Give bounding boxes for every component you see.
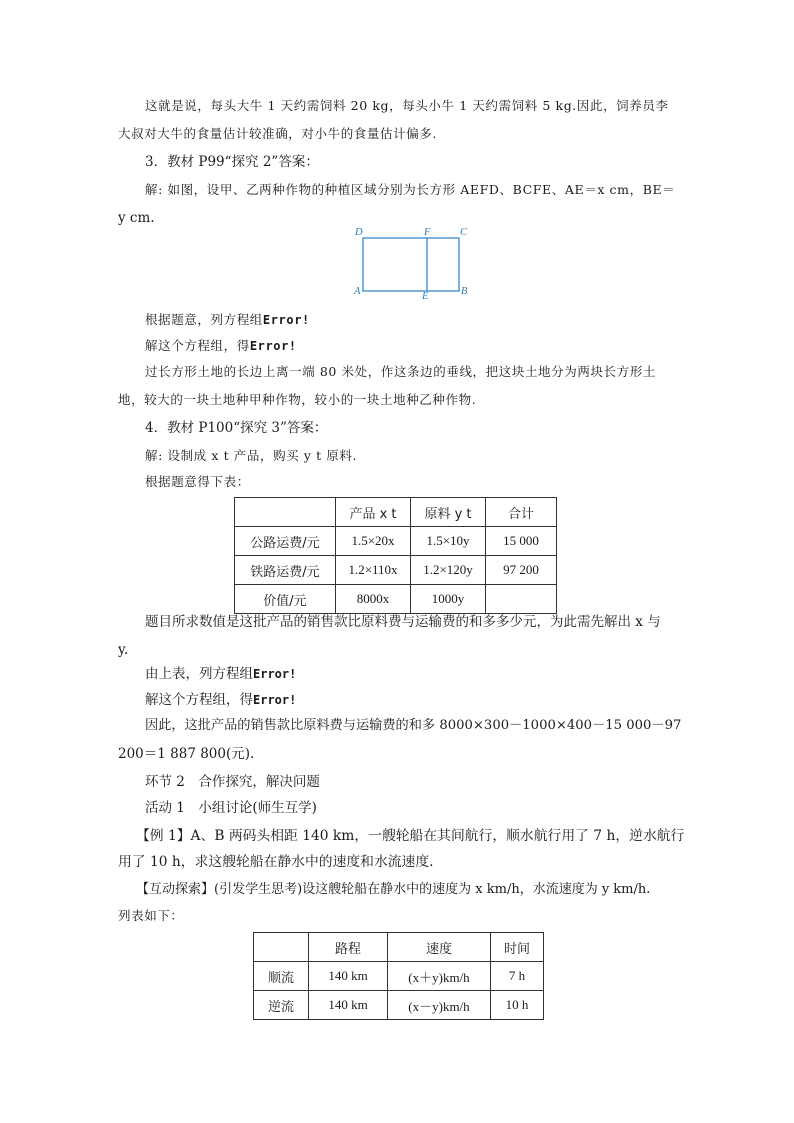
rectangle-diagram <box>350 225 480 305</box>
explore-line1: 【互动探索】(引发学生思考)设这艘轮船在静水中的速度为 x km/h，水流速度为 y km/h. <box>136 882 651 897</box>
example1-line2: 用了 10 h，求这艘轮船在静水中的速度和水流速度. <box>118 854 434 870</box>
label-f: F <box>424 227 431 238</box>
table-cell: 1.2×120y <box>411 556 486 585</box>
table-header-cell: 产品 x t <box>336 498 411 527</box>
table-cell: 10 h <box>491 991 544 1020</box>
table-cell: 8000x <box>336 585 411 614</box>
table-header-cell <box>254 933 309 962</box>
label-c: C <box>460 227 468 238</box>
freight-table <box>234 497 557 614</box>
item4-note-line2: y. <box>118 642 129 658</box>
table-header-cell: 速度 <box>388 933 491 962</box>
label-d: D <box>355 227 363 238</box>
table-cell: 7 h <box>491 962 544 991</box>
para1-line2: 大叔对大牛的食量估计较准确，对小牛的食量估计偏多. <box>118 126 437 141</box>
item3-equation-line <box>145 310 705 330</box>
item4-result-line1: 因此，这批产品的销售款比原料费与运输费的和多 8000×300－1000×400－15 000－97 <box>145 718 682 733</box>
table-cell <box>486 585 557 614</box>
table-row <box>235 585 557 614</box>
table-header-cell: 时间 <box>491 933 544 962</box>
item4-equation-line <box>145 664 705 684</box>
table-header-row <box>254 933 544 962</box>
item4-result-line2: 200＝1 887 800(元). <box>118 746 255 762</box>
table-cell: 价值/元 <box>235 585 336 614</box>
rect-abcd <box>363 238 459 291</box>
section2-title: 环节 2 合作探究，解决问题 <box>145 774 320 790</box>
table-cell: 1.5×20x <box>336 527 411 556</box>
item4-solution-line2: 根据题意得下表： <box>145 474 250 489</box>
item3-eq1-text: 根据题意，列方程组 <box>145 312 263 327</box>
table-row <box>235 556 557 585</box>
para1-line1: 这就是说，每头大牛 1 天约需饲料 20 kg，每头小牛 1 天约需饲料 5 kg.因此，饲养员李 <box>145 98 669 113</box>
item4-eq2-text: 解这个方程组，得 <box>145 692 253 708</box>
item4-eq1-error: Error! <box>253 667 297 681</box>
label-e: E <box>422 291 429 302</box>
item4-eq2-error: Error! <box>253 693 297 707</box>
table-header-cell <box>235 498 336 527</box>
section2-activity: 活动 1 小组讨论(师生互学) <box>145 800 317 816</box>
table-header-cell: 合计 <box>486 498 557 527</box>
item4-note-line1: 题目所求数值是这批产品的销售款比原料费与运输费的和多多少元，为此需先解出 x 与 <box>145 614 661 630</box>
table-cell: 逆流 <box>254 991 309 1020</box>
explore-line2: 列表如下： <box>118 908 184 923</box>
item3-eq1-error: Error! <box>262 313 310 327</box>
item3-heading: 3．教材 P99“探究 2”答案： <box>145 154 319 170</box>
table-cell: 140 km <box>309 991 388 1020</box>
item4-heading: 4．教材 P100“探究 3”答案： <box>145 420 328 436</box>
label-b: B <box>461 286 468 297</box>
table-cell: 15 000 <box>486 527 557 556</box>
table-cell: (x－y)km/h <box>388 991 491 1020</box>
table-row <box>254 991 544 1020</box>
item4-eq1-text: 由上表，列方程组 <box>145 666 253 682</box>
table-cell: 铁路运费/元 <box>235 556 336 585</box>
table-cell: 1.2×110x <box>336 556 411 585</box>
item3-eq2-text: 解这个方程组，得 <box>145 338 250 353</box>
table-row <box>254 962 544 991</box>
item3-solution-line2: y cm. <box>118 210 155 226</box>
label-a: A <box>354 286 361 297</box>
table-cell: 公路运费/元 <box>235 527 336 556</box>
example1-line1: 【例 1】A、B 两码头相距 140 km，一艘轮船在其间航行，顺水航行用了 7 h，逆水航行 <box>136 828 685 844</box>
item3-conclusion-line1: 过长方形土地的长边上离一端 80 米处，作这条边的垂线，把这块土地分为两块长方形土 <box>145 364 656 379</box>
item4-solution-line1: 解: 设制成 x t 产品，购买 y t 原料. <box>145 448 358 463</box>
item3-eq2-error: Error! <box>249 339 297 353</box>
table-cell: 140 km <box>309 962 388 991</box>
item4-solve-line <box>145 690 705 710</box>
table-cell: 1.5×10y <box>411 527 486 556</box>
table-cell: (x＋y)km/h <box>388 962 491 991</box>
boat-table <box>253 932 544 1020</box>
item3-conclusion-line2: 地，较大的一块土地种甲种作物，较小的一块土地种乙种作物. <box>118 392 477 407</box>
item3-solve-line <box>145 336 705 356</box>
table-cell: 顺流 <box>254 962 309 991</box>
item3-solution-line1: 解: 如图，设甲、乙两种作物的种植区域分别为长方形 AEFD、BCFE、AE＝x cm，BE＝ <box>145 182 676 197</box>
table-header-cell: 路程 <box>309 933 388 962</box>
table-cell: 1000y <box>411 585 486 614</box>
table-header-cell: 原料 y t <box>411 498 486 527</box>
table-header-row <box>235 498 557 527</box>
table-cell: 97 200 <box>486 556 557 585</box>
table-row <box>235 527 557 556</box>
